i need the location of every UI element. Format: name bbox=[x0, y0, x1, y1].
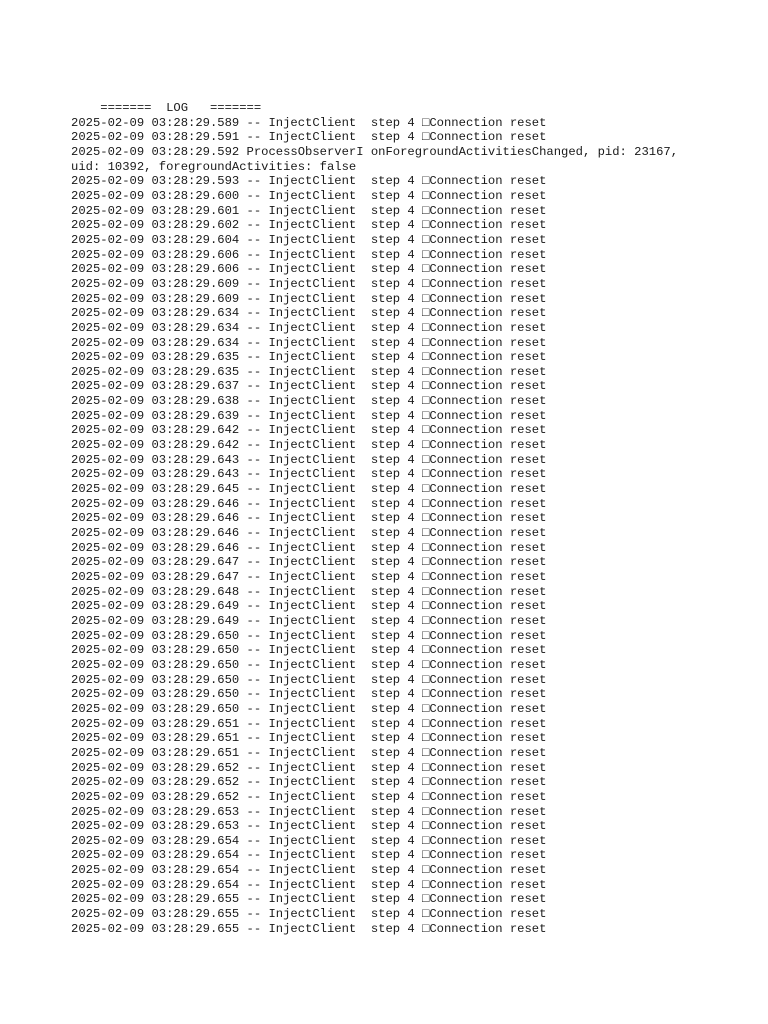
log-document bbox=[71, 101, 751, 936]
log-lines bbox=[71, 116, 751, 937]
log-line: 2025-02-09 03:28:29.642 -- InjectClient step 4 □Connection reset bbox=[71, 438, 547, 453]
log-line: 2025-02-09 03:28:29.642 -- InjectClient step 4 □Connection reset bbox=[71, 423, 547, 438]
log-line: 2025-02-09 03:28:29.647 -- InjectClient step 4 □Connection reset bbox=[71, 555, 547, 570]
log-line: 2025-02-09 03:28:29.600 -- InjectClient step 4 □Connection reset bbox=[71, 188, 547, 203]
log-line: 2025-02-09 03:28:29.650 -- InjectClient step 4 □Connection reset bbox=[71, 701, 547, 716]
log-line: 2025-02-09 03:28:29.650 -- InjectClient step 4 □Connection reset bbox=[71, 672, 547, 687]
log-line: 2025-02-09 03:28:29.634 -- InjectClient step 4 □Connection reset bbox=[71, 320, 547, 335]
log-line: 2025-02-09 03:28:29.604 -- InjectClient step 4 □Connection reset bbox=[71, 232, 547, 247]
log-line: 2025-02-09 03:28:29.638 -- InjectClient step 4 □Connection reset bbox=[71, 394, 547, 409]
log-line: 2025-02-09 03:28:29.655 -- InjectClient step 4 □Connection reset bbox=[71, 921, 547, 936]
log-line: 2025-02-09 03:28:29.601 -- InjectClient step 4 □Connection reset bbox=[71, 203, 547, 218]
log-line: 2025-02-09 03:28:29.649 -- InjectClient step 4 □Connection reset bbox=[71, 599, 547, 614]
log-line: 2025-02-09 03:28:29.647 -- InjectClient step 4 □Connection reset bbox=[71, 570, 547, 584]
log-line: 2025-02-09 03:28:29.655 -- InjectClient step 4 □Connection reset bbox=[71, 907, 547, 922]
log-line: 2025-02-09 03:28:29.591 -- InjectClient step 4 □Connection reset bbox=[71, 130, 547, 145]
log-line: 2025-02-09 03:28:29.646 -- InjectClient step 4 □Connection reset bbox=[71, 540, 547, 555]
log-line: 2025-02-09 03:28:29.655 -- InjectClient step 4 □Connection reset bbox=[71, 892, 547, 907]
log-line: 2025-02-09 03:28:29.654 -- InjectClient step 4 □Connection reset bbox=[71, 833, 547, 848]
log-line: 2025-02-09 03:28:29.593 -- InjectClient step 4 □Connection reset bbox=[71, 174, 547, 189]
log-line: 2025-02-09 03:28:29.652 -- InjectClient step 4 □Connection reset bbox=[71, 789, 547, 804]
log-line: 2025-02-09 03:28:29.602 -- InjectClient step 4 □Connection reset bbox=[71, 218, 547, 233]
log-line: 2025-02-09 03:28:29.609 -- InjectClient step 4 □Connection reset bbox=[71, 276, 547, 291]
log-line: 2025-02-09 03:28:29.653 -- InjectClient step 4 □Connection reset bbox=[71, 819, 547, 834]
log-line: 2025-02-09 03:28:29.651 -- InjectClient step 4 □Connection reset bbox=[71, 716, 547, 731]
log-line: 2025-02-09 03:28:29.606 -- InjectClient step 4 □Connection reset bbox=[71, 262, 547, 277]
log-line: 2025-02-09 03:28:29.645 -- InjectClient step 4 □Connection reset bbox=[71, 482, 547, 497]
log-line: 2025-02-09 03:28:29.648 -- InjectClient step 4 □Connection reset bbox=[71, 584, 547, 599]
log-line: 2025-02-09 03:28:29.652 -- InjectClient step 4 □Connection reset bbox=[71, 760, 547, 775]
log-line: 2025-02-09 03:28:29.635 -- InjectClient step 4 □Connection reset bbox=[71, 350, 547, 365]
log-line: 2025-02-09 03:28:29.643 -- InjectClient step 4 □Connection reset bbox=[71, 467, 547, 482]
log-line: 2025-02-09 03:28:29.643 -- InjectClient step 4 □Connection reset bbox=[71, 452, 547, 467]
log-line: 2025-02-09 03:28:29.646 -- InjectClient step 4 □Connection reset bbox=[71, 526, 547, 541]
log-line: 2025-02-09 03:28:29.650 -- InjectClient step 4 □Connection reset bbox=[71, 657, 547, 672]
log-line: 2025-02-09 03:28:29.654 -- InjectClient step 4 □Connection reset bbox=[71, 848, 547, 863]
log-line: 2025-02-09 03:28:29.635 -- InjectClient step 4 □Connection reset bbox=[71, 364, 547, 379]
log-line: 2025-02-09 03:28:29.650 -- InjectClient step 4 □Connection reset bbox=[71, 687, 547, 702]
log-line: 2025-02-09 03:28:29.651 -- InjectClient step 4 □Connection reset bbox=[71, 745, 547, 760]
log-line: 2025-02-09 03:28:29.653 -- InjectClient step 4 □Connection reset bbox=[71, 804, 547, 819]
log-header: ======= LOG ======= bbox=[71, 101, 262, 115]
log-line: 2025-02-09 03:28:29.654 -- InjectClient step 4 □Connection reset bbox=[71, 863, 547, 878]
log-line: 2025-02-09 03:28:29.650 -- InjectClient step 4 □Connection reset bbox=[71, 628, 547, 643]
log-line: 2025-02-09 03:28:29.649 -- InjectClient step 4 □Connection reset bbox=[71, 613, 547, 628]
log-line: uid: 10392, foregroundActivities: false bbox=[71, 159, 357, 174]
log-line: 2025-02-09 03:28:29.609 -- InjectClient step 4 □Connection reset bbox=[71, 291, 547, 306]
log-line: 2025-02-09 03:28:29.646 -- InjectClient step 4 □Connection reset bbox=[71, 496, 547, 511]
log-line: 2025-02-09 03:28:29.637 -- InjectClient step 4 □Connection reset bbox=[71, 379, 547, 394]
log-line: 2025-02-09 03:28:29.646 -- InjectClient step 4 □Connection reset bbox=[71, 511, 547, 526]
log-line: 2025-02-09 03:28:29.651 -- InjectClient step 4 □Connection reset bbox=[71, 731, 547, 746]
log-line: 2025-02-09 03:28:29.589 -- InjectClient step 4 □Connection reset bbox=[71, 115, 547, 130]
log-line: 2025-02-09 03:28:29.634 -- InjectClient step 4 □Connection reset bbox=[71, 306, 547, 321]
log-line: 2025-02-09 03:28:29.650 -- InjectClient step 4 □Connection reset bbox=[71, 643, 547, 658]
log-line: 2025-02-09 03:28:29.592 ProcessObserverI onForegroundActivitiesChanged, pid: 23167, bbox=[71, 144, 679, 159]
log-line: 2025-02-09 03:28:29.654 -- InjectClient step 4 □Connection reset bbox=[71, 877, 547, 892]
log-line: 2025-02-09 03:28:29.606 -- InjectClient step 4 □Connection reset bbox=[71, 247, 547, 262]
log-line: 2025-02-09 03:28:29.652 -- InjectClient step 4 □Connection reset bbox=[71, 775, 547, 790]
log-line: 2025-02-09 03:28:29.634 -- InjectClient step 4 □Connection reset bbox=[71, 335, 547, 350]
log-line: 2025-02-09 03:28:29.639 -- InjectClient step 4 □Connection reset bbox=[71, 408, 547, 423]
